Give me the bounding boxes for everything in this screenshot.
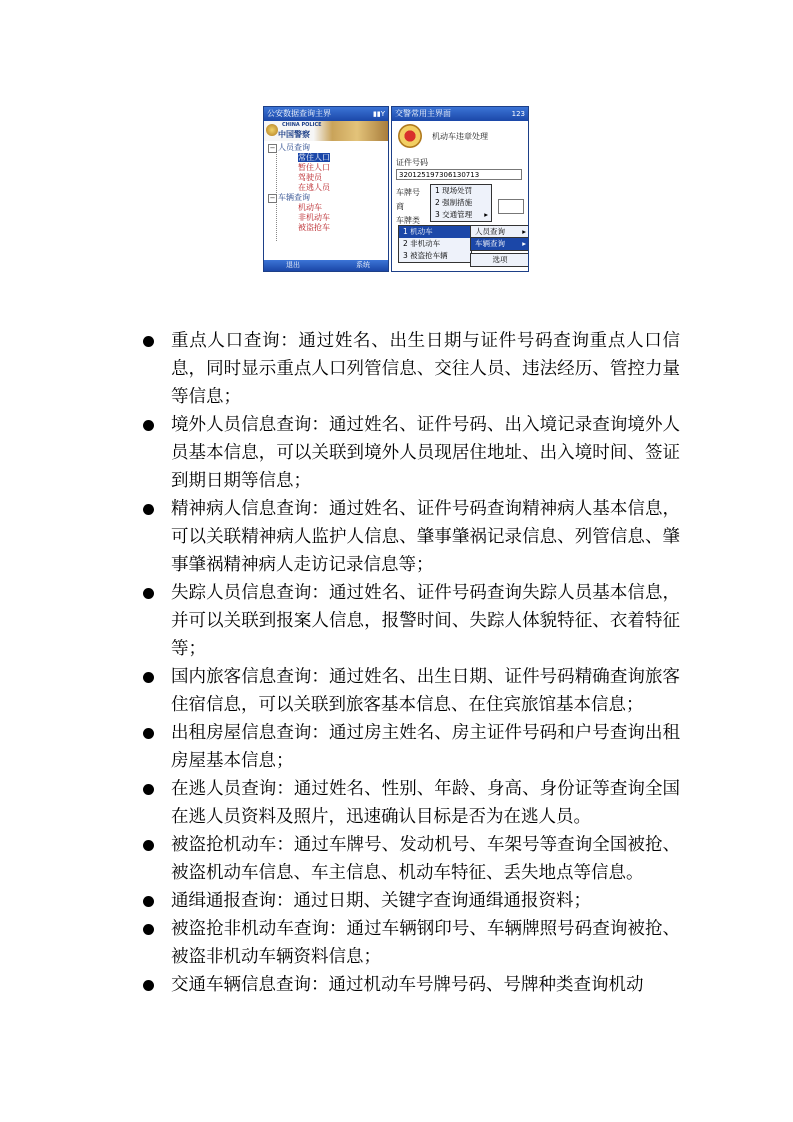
menu-item[interactable]: 3 被盗抢车辆	[403, 251, 448, 260]
left-title: 公安数据查询主界	[267, 109, 331, 118]
vehicle-popup-menu	[398, 225, 472, 263]
police-emblem-icon	[398, 124, 422, 148]
signal-icon: ▮▮Y	[373, 110, 385, 118]
id-label: 证件号码	[396, 158, 428, 167]
bullet-icon	[143, 896, 154, 907]
menu-item[interactable]: 1 机动车	[399, 226, 471, 238]
list-item: 被盗抢非机动车查询：通过车辆钢印号、车辆牌照号码查询被抢、被盗非机动车辆资料信息；	[145, 915, 680, 971]
bullet-icon	[143, 420, 154, 431]
list-item: 出租房屋信息查询：通过房主姓名、房主证件号码和户号查询出租房屋基本信息；	[145, 719, 680, 775]
status-text: 123	[511, 110, 525, 118]
tree-item[interactable]: 机动车	[298, 203, 322, 212]
right-title-bar	[392, 107, 528, 121]
menu-item[interactable]: 1 现场处罚	[435, 186, 473, 195]
tree-item[interactable]: 非机动车	[298, 213, 330, 222]
bullet-icon	[143, 588, 154, 599]
menu-item[interactable]: 2 非机动车	[403, 239, 441, 248]
police-query-screen	[263, 106, 389, 272]
list-item: 国内旅客信息查询：通过姓名、出生日期、证件号码精确查询旅客住宿信息，可以关联到旅客基本信息、在住宾旅馆基本信息；	[145, 663, 680, 719]
feature-list	[145, 327, 680, 999]
bullet-icon	[143, 728, 154, 739]
query-tree	[268, 143, 386, 233]
chevron-right-icon: ▸	[522, 227, 526, 236]
vehicle-query-menu-item[interactable]: 车辆查询 ▸	[470, 237, 529, 251]
list-item: 在逃人员查询：通过姓名、性别、年龄、身高、身份证等查询全国在逃人员资料及照片，迅速确认目标是否为在逃人员。	[145, 775, 680, 831]
bullet-icon	[143, 336, 154, 347]
bullet-icon	[143, 784, 154, 795]
top-popup-menu	[430, 184, 492, 222]
options-softkey[interactable]: 选项	[470, 253, 529, 267]
traffic-police-screen	[391, 106, 529, 272]
list-item: 交通车辆信息查询：通过机动车号牌号码、号牌种类查询机动	[145, 971, 680, 999]
person-query-menu-item[interactable]: 人员查询 ▸	[470, 225, 529, 239]
police-banner	[264, 121, 388, 141]
banner-small-text: CHINA POLICE	[282, 122, 322, 128]
list-item: 被盗抢机动车：通过车牌号、发动机号、车架号等查询全国被抢、被盗机动车信息、车主信息、机动车特征、丢失地点等信息。	[145, 831, 680, 887]
left-softkey-bar	[264, 260, 388, 271]
tree-item[interactable]: 驾驶员	[298, 173, 322, 182]
id-number-field[interactable]: 320125197306130713	[396, 169, 522, 180]
plate-prefix[interactable]: 商	[396, 202, 404, 211]
tree-item[interactable]: 暂住人口	[298, 163, 330, 172]
tree-item[interactable]: 被盗抢车	[298, 223, 330, 232]
list-item: 通缉通报查询：通过日期、关键字查询通缉通报资料；	[145, 887, 680, 915]
menu-item[interactable]: 2 强制措施	[435, 198, 473, 207]
banner-main-text: 中国警察	[278, 130, 310, 139]
police-badge-icon	[266, 124, 278, 136]
plate-label: 车牌号	[396, 188, 420, 197]
list-item: 重点人口查询：通过姓名、出生日期与证件号码查询重点人口信息，同时显示重点人口列管信息、交往人员、违法经历、管控力量等信息；	[145, 327, 680, 411]
plate-number-field[interactable]	[498, 199, 524, 214]
plate-type-label: 车牌类	[396, 216, 420, 225]
tree-item[interactable]: 常住人口	[298, 153, 330, 162]
bullet-icon	[143, 980, 154, 991]
left-title-bar	[264, 107, 388, 121]
right-title: 交警常用主界面	[395, 109, 451, 118]
list-item: 精神病人信息查询：通过姓名、证件号码查询精神病人基本信息，可以关联精神病人监护人信息、肇事肇祸记录信息、列管信息、肇事肇祸精神病人走访记录信息等；	[145, 495, 680, 579]
violation-title: 机动车违章处理	[432, 132, 488, 141]
bullet-icon	[143, 672, 154, 683]
violation-header	[392, 121, 528, 153]
tree-group-vehicle[interactable]: − 车辆查询	[268, 193, 386, 203]
list-item: 境外人员信息查询：通过姓名、证件号码、出入境记录查询境外人员基本信息，可以关联到境外人员现居住地址、出入境时间、签证到期日期等信息；	[145, 411, 680, 495]
list-item: 失踪人员信息查询：通过姓名、证件号码查询失踪人员基本信息，并可以关联到报案人信息，报警时间、失踪人体貌特征、衣着特征等；	[145, 579, 680, 663]
chevron-right-icon: ▸	[484, 210, 488, 219]
tree-group-person[interactable]: − 人员查询	[268, 143, 386, 153]
exit-softkey[interactable]: 退出	[286, 261, 300, 269]
bullet-icon	[143, 840, 154, 851]
bullet-icon	[143, 924, 154, 935]
menu-item[interactable]: 3 交通管理 ▸	[435, 210, 488, 219]
bullet-icon	[143, 504, 154, 515]
chevron-right-icon: ▸	[522, 239, 526, 248]
tree-item[interactable]: 在逃人员	[298, 183, 330, 192]
system-softkey[interactable]: 系统	[356, 261, 370, 269]
screenshot-figure	[263, 106, 529, 272]
